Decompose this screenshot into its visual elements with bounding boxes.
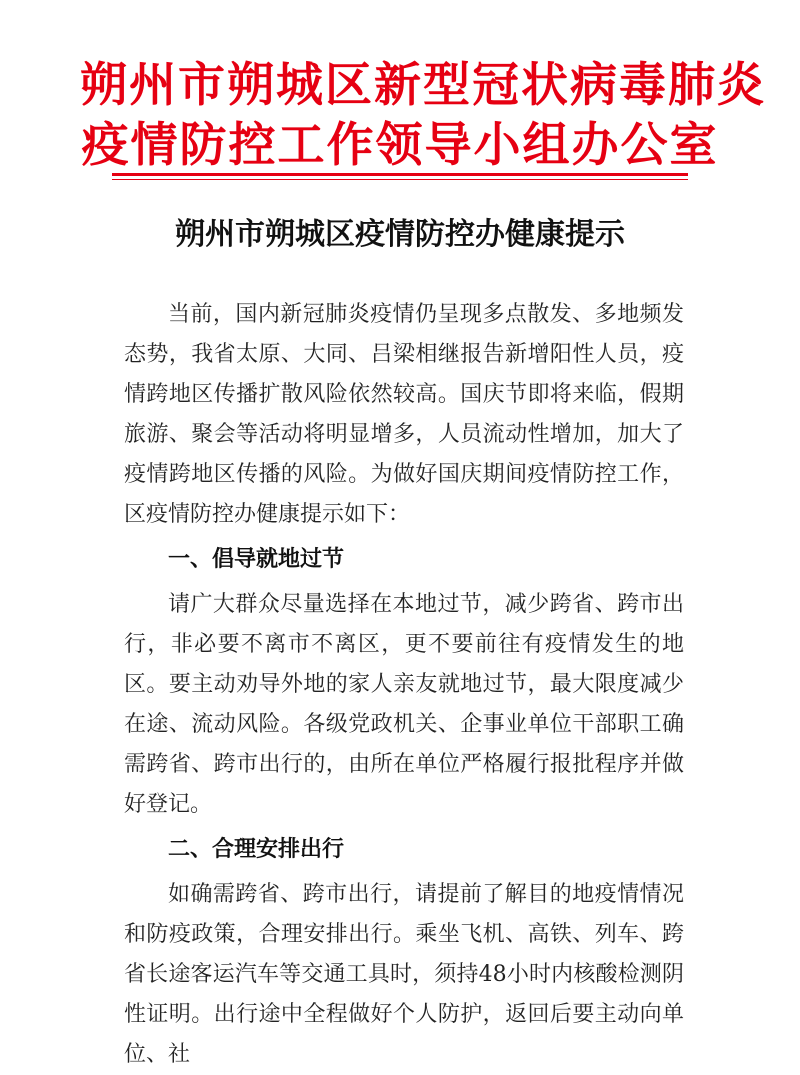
red-rule-thin (112, 179, 688, 180)
section-1-heading: 一、倡导就地过节 (168, 547, 345, 572)
section-2-heading: 二、合理安排出行 (168, 837, 345, 862)
intro-paragraph: 当前，国内新冠肺炎疫情仍呈现多点散发、多地频发态势，我省太原、大同、吕梁相继报告新增阳性人员，疫情跨地区传播扩散风险依然较高。国庆节即将来临，假期旅游、聚会等活动将明显增多，人员流动性增加，加大了疫情跨地区传播的风险。为做好国庆期间疫情防控工作，区疫情防控办健康提示如下： (124, 302, 684, 527)
section-2-paragraph: 如确需跨省、跨市出行，请提前了解目的地疫情情况和防疫政策，合理安排出行。乘坐飞机、高铁、列车、跨省长途客运汽车等交通工具时，须持48小时内核酸检测阴性证明。出行途中全程做好个人防护，返回后要主动向单位、社 (124, 882, 684, 1067)
document-title: 朔州市朔城区疫情防控办健康提示 (175, 217, 625, 252)
document-body (124, 295, 684, 1075)
letterhead-org-line-2: 疫情防控工作领导小组办公室 (81, 118, 719, 173)
red-letterhead (80, 56, 766, 176)
section-1-paragraph: 请广大群众尽量选择在本地过节，减少跨省、跨市出行，非必要不离市不离区，更不要前往有疫情发生的地区。要主动劝导外地的家人亲友就地过节，最大限度减少在途、流动风险。各级党政机关、企事业单位干部职工确需跨省、跨市出行的，由所在单位严格履行报批程序并做好登记。 (124, 592, 684, 817)
letterhead-org-line-1: 朔州市朔城区新型冠状病毒肺炎 (80, 58, 766, 113)
red-rule-thick (112, 173, 688, 176)
